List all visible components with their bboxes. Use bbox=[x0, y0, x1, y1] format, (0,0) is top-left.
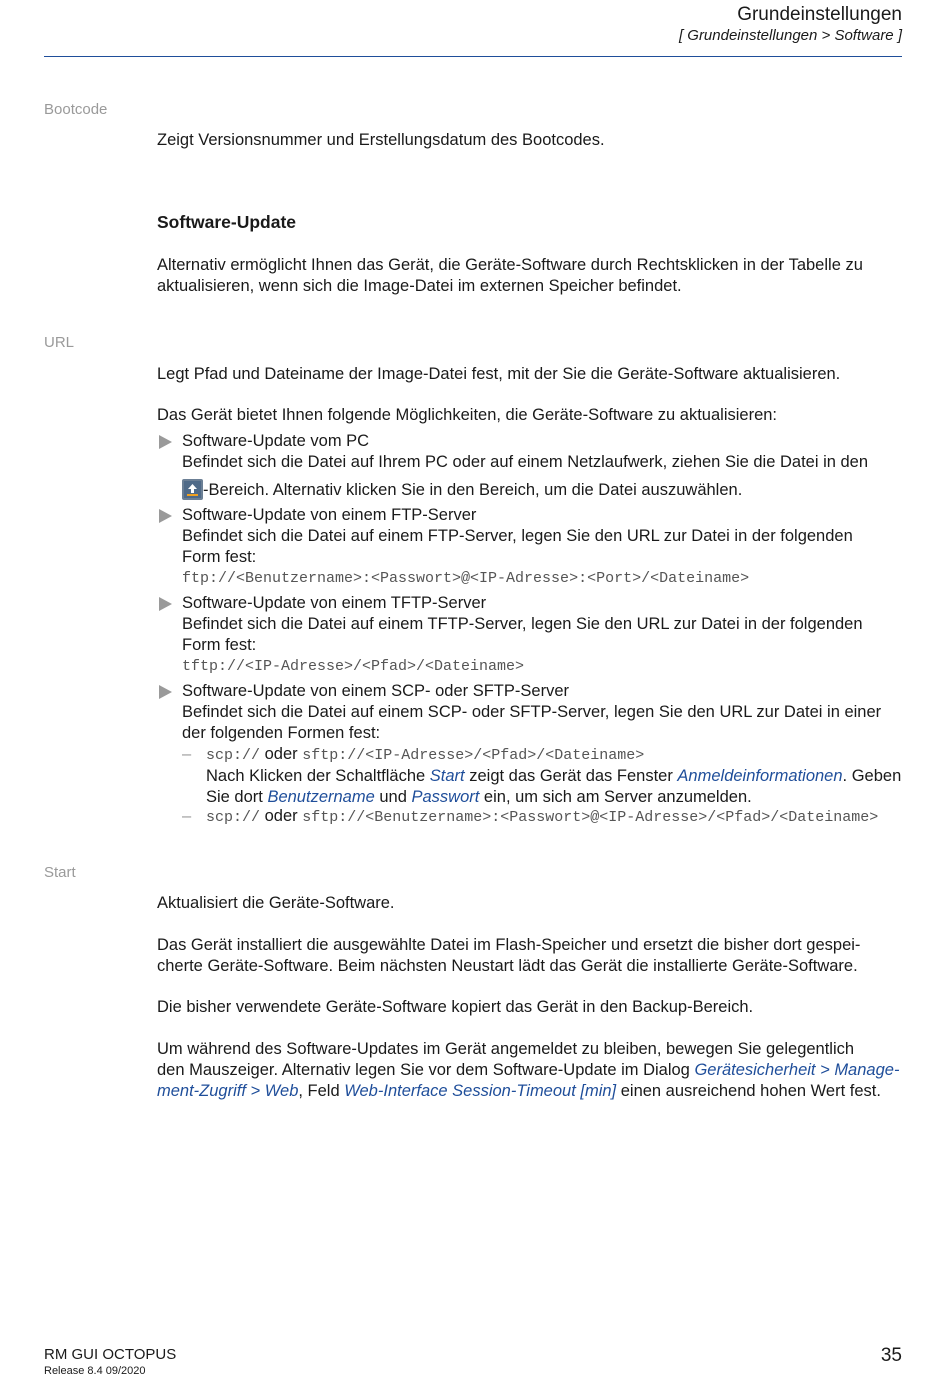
bullet-scp-line-2: der folgenden Formen fest: bbox=[182, 724, 381, 742]
dash-1-line-3 bbox=[206, 787, 902, 808]
triangle-bullet-icon bbox=[159, 685, 172, 699]
link-web-interface-session-timeout[interactable]: Web-Interface Session-Timeout [min] bbox=[344, 1082, 617, 1100]
sftp-code: sftp://<IP-Adresse>/<Pfad>/<Dateiname> bbox=[302, 747, 645, 764]
dash-1-text-f: ein, um sich am Server anzumelden. bbox=[479, 788, 752, 806]
bootcode-label: Bootcode bbox=[44, 101, 108, 118]
upload-icon bbox=[182, 479, 203, 500]
software-update-paragraph bbox=[157, 255, 902, 297]
bootcode-text: Zeigt Versionsnummer und Erstellungsdatum des Bootcodes. bbox=[157, 131, 605, 149]
scp-code: scp:// bbox=[206, 809, 261, 826]
dash-1-code-line bbox=[206, 744, 902, 766]
url-intro: Das Gerät bietet Ihnen folgende Möglichkeiten, die Geräte-Software zu aktualisieren: bbox=[157, 406, 778, 424]
header-breadcrumb: [ Grundeinstellungen > Software ] bbox=[678, 27, 902, 44]
header-title: Grundeinstellungen bbox=[737, 4, 902, 25]
start-p2-line-1: Das Gerät installiert die ausgewählte Datei im Flash-Speicher und ersetzt die bisher dort gespei- bbox=[157, 936, 861, 954]
start-p4-line-1: Um während des Software-Updates im Gerät angemeldet zu bleiben, bewegen Sie gelegentlich bbox=[157, 1040, 855, 1058]
link-benutzername[interactable]: Benutzername bbox=[267, 788, 375, 806]
oder-text: oder bbox=[260, 745, 303, 763]
link-management-zugriff-web[interactable]: ment-Zugriff > Web bbox=[157, 1082, 299, 1100]
bullet-pc-line-2: -Bereich. Alternativ klicken Sie in den Bereich, um die Datei auszuwählen. bbox=[203, 481, 743, 499]
start-p4-text-a: den Mauszeiger. Alternativ legen Sie vor dem Software-Update im Dialog bbox=[157, 1061, 695, 1079]
dash-1-line-2 bbox=[206, 766, 902, 787]
software-update-line-1: Alternativ ermöglicht Ihnen das Gerät, die Geräte-Software durch Rechtsklicken in der Tabelle zu bbox=[157, 256, 863, 274]
bullet-ftp-title: Software-Update von einem FTP-Server bbox=[182, 506, 477, 524]
header-rule bbox=[44, 56, 902, 57]
bullet-ftp-code: ftp://<Benutzername>:<Passwort>@<IP-Adresse>:<Port>/<Dateiname> bbox=[182, 570, 750, 587]
dash-1-text-d: Sie dort bbox=[206, 788, 268, 806]
dash-marker: – bbox=[182, 807, 192, 825]
start-p4-text-c: einen ausreichend hohen Wert fest. bbox=[616, 1082, 881, 1100]
page-number: 35 bbox=[880, 1345, 902, 1366]
footer-product: RM GUI OCTOPUS bbox=[44, 1346, 177, 1363]
bullet-pc-title: Software-Update vom PC bbox=[182, 432, 370, 450]
sftp-code: sftp://<Benutzername>:<Passwort>@<IP-Adresse>/<Pfad>/<Dateiname> bbox=[302, 809, 879, 826]
bullet-ftp-line-2: Form fest: bbox=[182, 548, 257, 566]
triangle-bullet-icon bbox=[159, 435, 172, 449]
start-p4-line-3 bbox=[157, 1081, 902, 1102]
dash-1-text-c: . Geben bbox=[842, 767, 902, 785]
start-p2-line-2: cherte Geräte-Software. Beim nächsten Neustart lädt das Gerät die installierte Geräte-Software. bbox=[157, 957, 858, 975]
start-p4 bbox=[157, 1039, 902, 1102]
bullet-pc bbox=[157, 431, 902, 501]
scp-code: scp:// bbox=[206, 747, 261, 764]
start-p4-line-2 bbox=[157, 1060, 902, 1081]
start-p2 bbox=[157, 935, 902, 977]
triangle-bullet-icon bbox=[159, 597, 172, 611]
bullet-tftp-code: tftp://<IP-Adresse>/<Pfad>/<Dateiname> bbox=[182, 658, 525, 675]
bullet-scp-title: Software-Update von einem SCP- oder SFTP-Server bbox=[182, 682, 569, 700]
start-p1: Aktualisiert die Geräte-Software. bbox=[157, 894, 395, 912]
start-label: Start bbox=[44, 864, 76, 881]
triangle-bullet-icon bbox=[159, 509, 172, 523]
dash-1-text-e: und bbox=[374, 788, 412, 806]
dash-1-text-b: zeigt das Gerät das Fenster bbox=[464, 767, 678, 785]
dash-2-code-line bbox=[206, 806, 902, 828]
bullet-tftp-title: Software-Update von einem TFTP-Server bbox=[182, 594, 487, 612]
dash-item-1 bbox=[182, 744, 902, 808]
software-update-line-2: aktualisieren, wenn sich die Image-Datei im externen Speicher befindet. bbox=[157, 277, 682, 295]
bullet-pc-line-2-row bbox=[182, 479, 902, 501]
link-passwort[interactable]: Passwort bbox=[411, 788, 480, 806]
bullet-ftp bbox=[157, 505, 902, 589]
link-geraetesicherheit[interactable]: Gerätesicherheit > Manage- bbox=[694, 1061, 900, 1079]
start-p3: Die bisher verwendete Geräte-Software kopiert das Gerät in den Backup-Bereich. bbox=[157, 998, 754, 1016]
bullet-scp-line-1: Befindet sich die Datei auf einem SCP- oder SFTP-Server, legen Sie den URL zur Datei in einer bbox=[182, 703, 882, 721]
footer-release: Release 8.4 09/2020 bbox=[44, 1365, 146, 1377]
dash-item-2 bbox=[182, 806, 902, 828]
start-p4-text-b: , Feld bbox=[298, 1082, 345, 1100]
url-text: Legt Pfad und Dateiname der Image-Datei fest, mit der Sie die Geräte-Software aktualisieren. bbox=[157, 365, 841, 383]
dash-marker: – bbox=[182, 745, 192, 763]
link-anmeldeinformationen[interactable]: Anmeldeinformationen bbox=[677, 767, 843, 785]
url-label: URL bbox=[44, 334, 75, 351]
dash-1-text-a: Nach Klicken der Schaltfläche bbox=[206, 767, 430, 785]
bullet-scp-sftp bbox=[157, 681, 902, 744]
bullet-tftp-line-2: Form fest: bbox=[182, 636, 257, 654]
software-update-heading: Software-Update bbox=[157, 212, 297, 232]
bullet-tftp bbox=[157, 593, 902, 677]
bullet-ftp-line-1: Befindet sich die Datei auf einem FTP-Server, legen Sie den URL zur Datei in der folgenden bbox=[182, 527, 853, 545]
oder-text: oder bbox=[260, 807, 303, 825]
bullet-tftp-line-1: Befindet sich die Datei auf einem TFTP-Server, legen Sie den URL zur Datei in der folgenden bbox=[182, 615, 863, 633]
bullet-pc-line-1: Befindet sich die Datei auf Ihrem PC oder auf einem Netzlaufwerk, ziehen Sie die Datei in den bbox=[182, 453, 869, 471]
link-start[interactable]: Start bbox=[429, 767, 465, 785]
